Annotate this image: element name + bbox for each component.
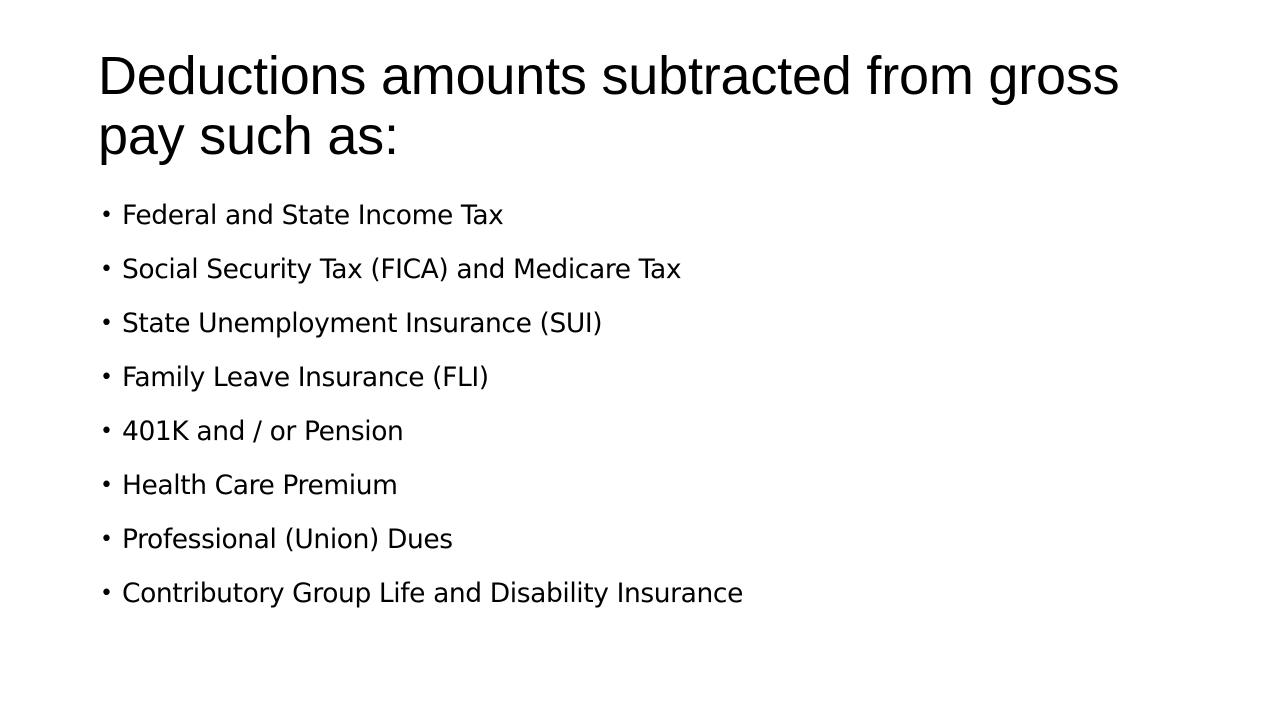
list-item — [98, 304, 1198, 358]
list-item — [98, 196, 1198, 250]
list-item-text: 401K and / or Pension — [122, 416, 404, 447]
list-item — [98, 250, 1198, 304]
bullet-list — [98, 196, 1198, 628]
list-item-text: Social Security Tax (FICA) and Medicare Tax — [122, 254, 682, 285]
bullet-icon: • — [100, 203, 113, 228]
list-item-text: Contributory Group Life and Disability Insurance — [122, 578, 743, 609]
list-item-text: Professional (Union) Dues — [122, 524, 453, 555]
bullet-icon: • — [100, 527, 113, 552]
list-item-text: State Unemployment Insurance (SUI) — [122, 308, 603, 339]
list-item-text: Family Leave Insurance (FLI) — [122, 362, 489, 393]
bullet-icon: • — [100, 473, 113, 498]
slide-title: Deductions amounts subtracted from gross pay such as: — [98, 46, 1120, 166]
bullet-icon: • — [100, 419, 113, 444]
list-item — [98, 520, 1198, 574]
bullet-icon: • — [100, 311, 113, 336]
bullet-icon: • — [100, 365, 113, 390]
list-item — [98, 466, 1198, 520]
list-item-text: Federal and State Income Tax — [122, 200, 504, 231]
list-item — [98, 412, 1198, 466]
bullet-icon: • — [100, 581, 113, 606]
list-item — [98, 358, 1198, 412]
list-item-text: Health Care Premium — [122, 470, 398, 501]
bullet-icon: • — [100, 257, 113, 282]
list-item — [98, 574, 1198, 628]
